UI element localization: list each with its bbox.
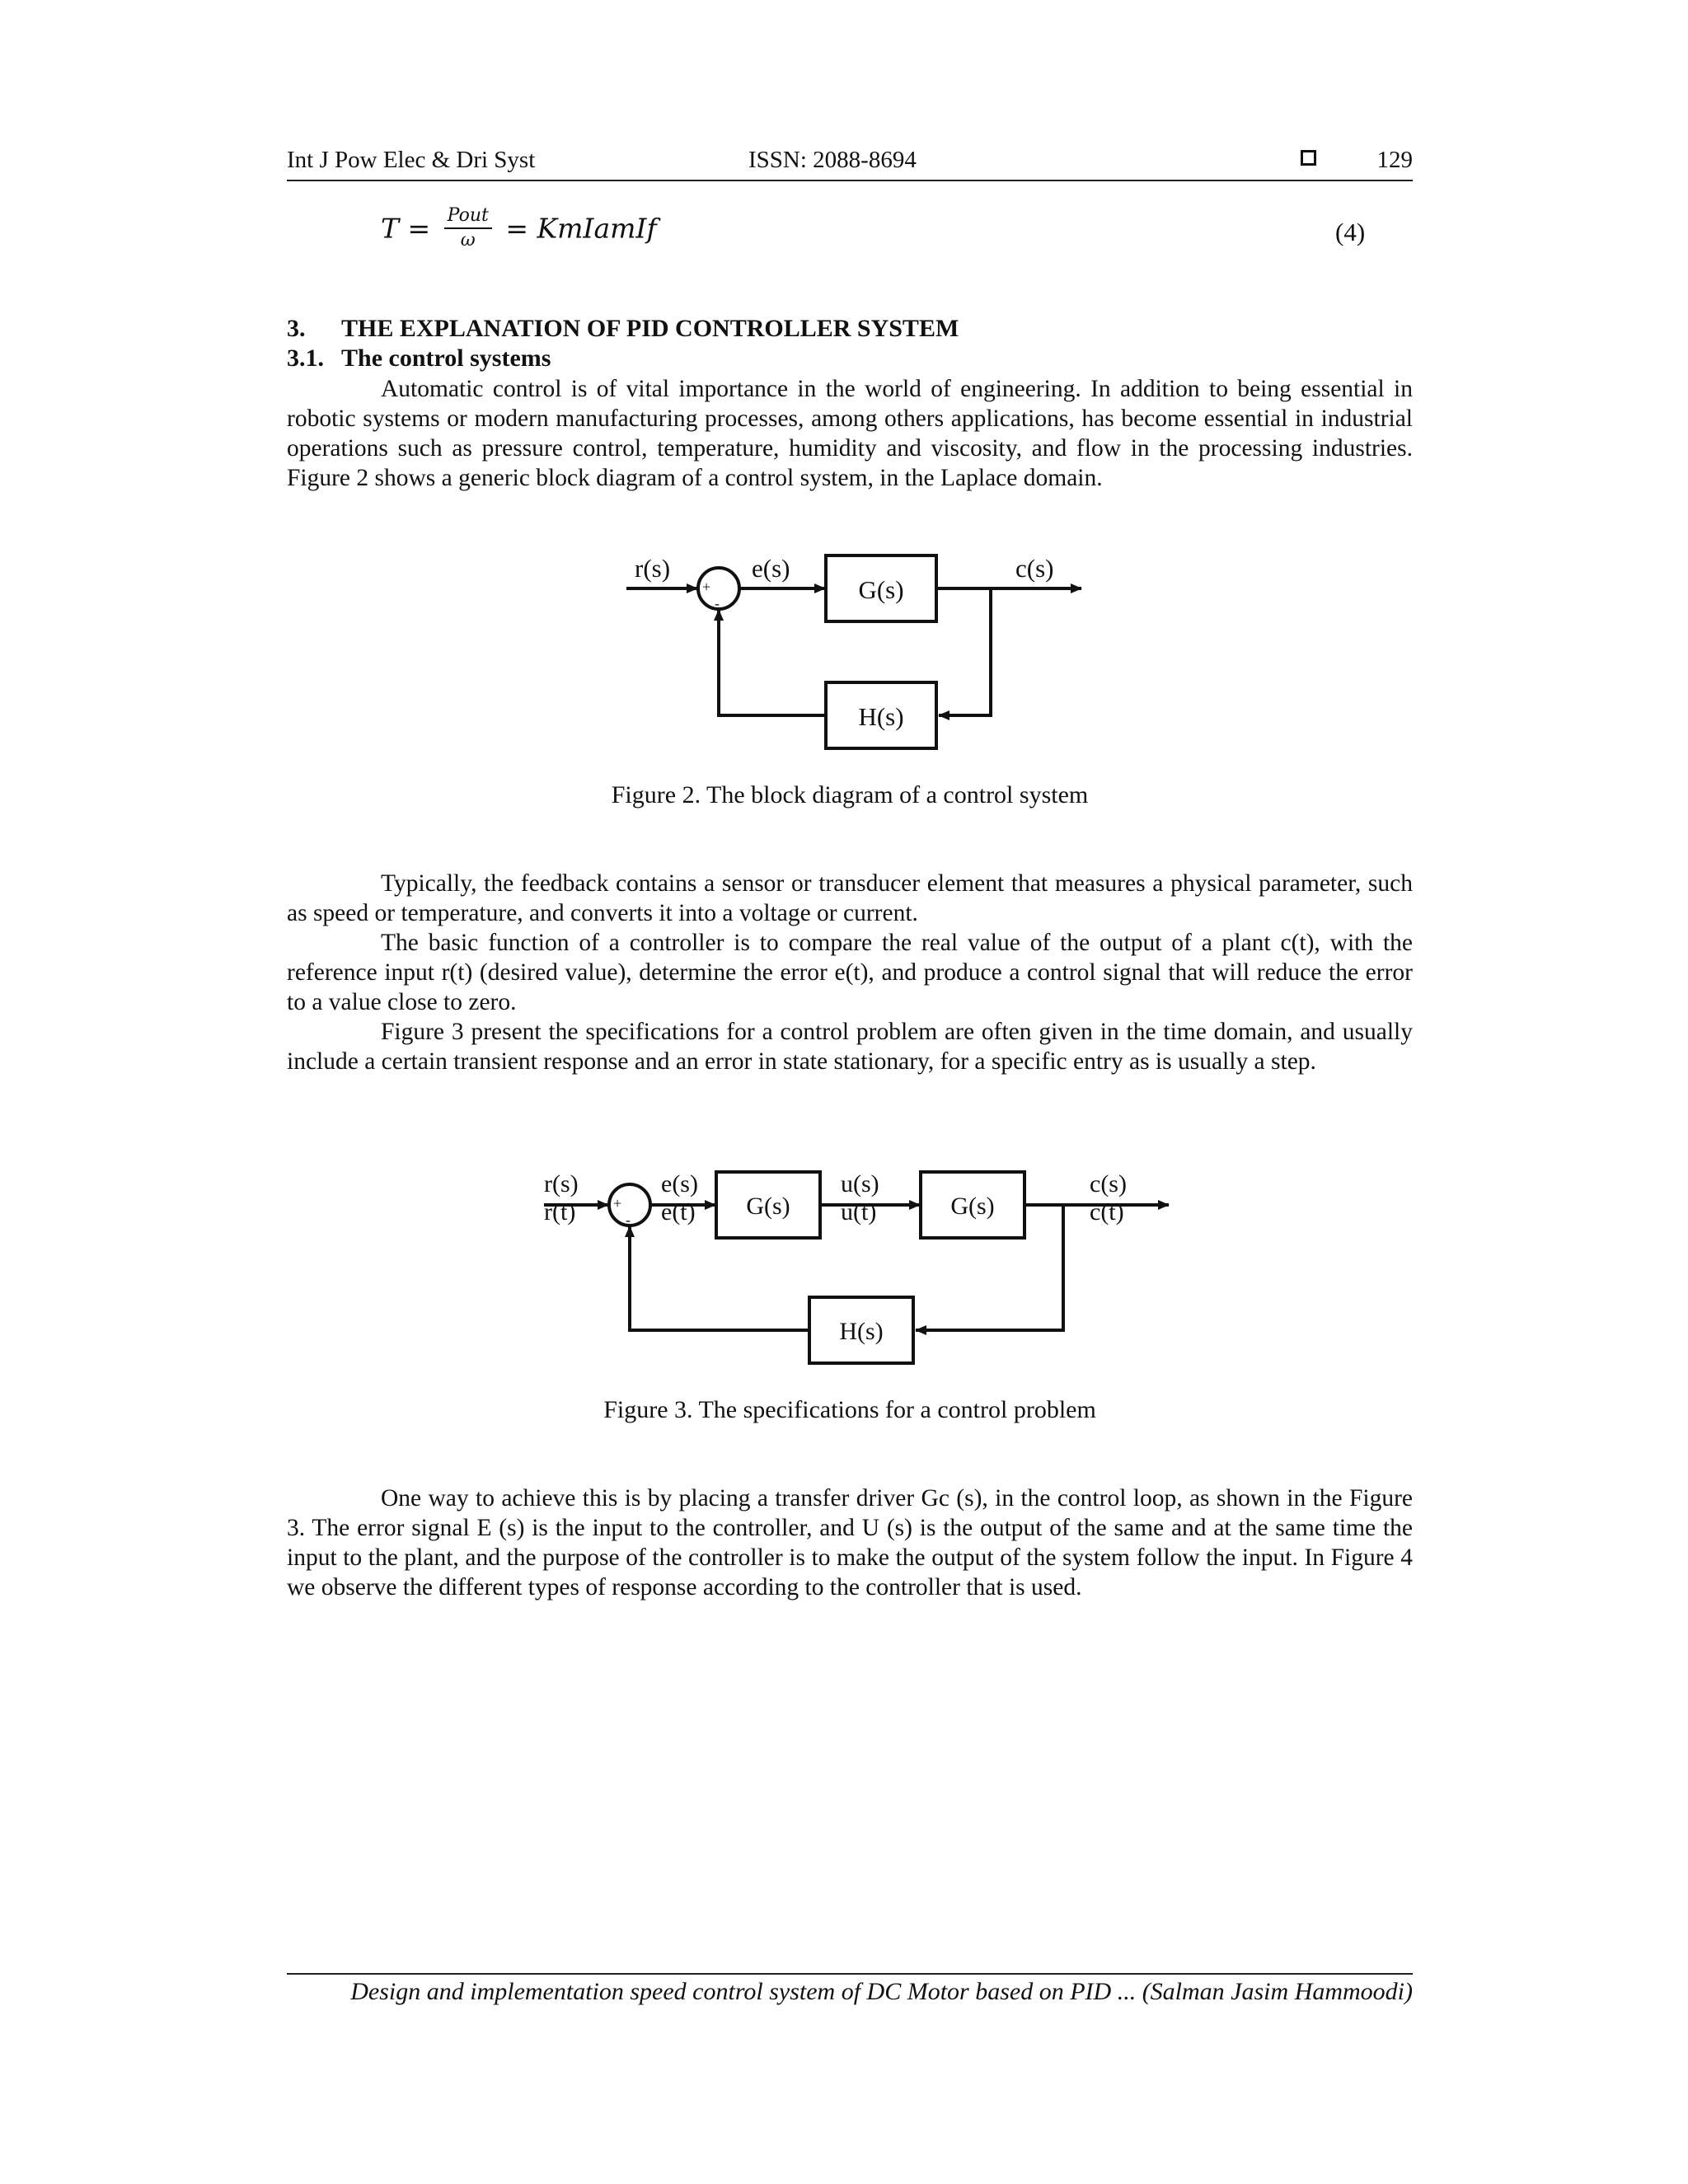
output-label-t: c(t) <box>1090 1198 1124 1226</box>
output-label-s: c(s) <box>1090 1170 1127 1197</box>
running-header <box>287 145 1413 181</box>
figure-2-caption: Figure 2. The block diagram of a control system <box>611 781 1089 808</box>
error-label-s: e(s) <box>661 1170 698 1197</box>
equation-lhs: T = <box>381 212 431 245</box>
plant-block-label: G(s) <box>950 1193 995 1220</box>
section-title: THE EXPLANATION OF PID CONTROLLER SYSTEM <box>341 315 959 342</box>
equation-denominator: ω <box>460 230 476 251</box>
input-label-s: r(s) <box>544 1170 579 1197</box>
error-label-t: e(t) <box>661 1198 696 1226</box>
equation-fraction <box>444 204 492 252</box>
equation-number: (4) <box>1335 218 1366 246</box>
section-number: 3. <box>287 315 306 342</box>
figure-3-caption: Figure 3. The specifications for a control problem <box>603 1396 1096 1423</box>
plus-sign: + <box>613 1195 622 1212</box>
footer-rule <box>287 1973 1413 1975</box>
running-footer: Design and implementation speed control system of DC Motor based on PID ... (Salman Jasim Hammoodi) <box>350 1978 1413 2005</box>
controller-block-label: G(s) <box>746 1193 790 1220</box>
error-label: e(s) <box>752 554 790 583</box>
journal-name: Int J Pow Elec & Dri Syst <box>287 147 536 173</box>
feedback-path-in <box>719 610 826 715</box>
paragraph-1: Automatic control is of vital importance in the world of engineering. In addition to being essential in robotic systems or modern manufacturing processes, among others applications, has become essential in industrial operations such as pressure control, temperature, humidity and viscosity, and flow in the processing industries. Figure 2 shows a generic block diagram of a control system, in the Laplace domain. <box>287 376 1413 491</box>
feedback-block-label: H(s) <box>839 1318 884 1345</box>
subsection-heading <box>287 344 551 373</box>
control-label-t: u(t) <box>841 1198 877 1226</box>
paragraph-5: One way to achieve this is by placing a transfer driver Gc (s), in the control loop, as shown in the Figure 3. The error signal E (s) is the input to the controller, and U (s) is the output of the same and at the same time the input to the plant, and the purpose of the controller is to make the output of the system follow the input. In Figure 4 we observe the different types of response according to the controller that is used. <box>287 1485 1413 1601</box>
equation-numerator: Pout <box>444 204 492 229</box>
equation-rhs: = KmIamIf <box>505 212 657 245</box>
paragraph-4: Figure 3 present the specifications for a control problem are often given in the time domain, and usually include a certain transient response and an error in state stationary, for a specific entry as is usually a step. <box>287 1019 1413 1075</box>
page-number: 129 <box>1376 147 1413 173</box>
feedback-path-out <box>916 1205 1063 1330</box>
plus-sign: + <box>702 579 711 595</box>
forward-block-label: G(s) <box>858 575 904 604</box>
figure-3-svg <box>536 1160 1179 1375</box>
minus-sign: - <box>626 1212 631 1228</box>
paragraph-3: The basic function of a controller is to compare the real value of the output of a plant c(t), with the reference input r(t) (desired value), determine the error e(t), and produce a control signal that will reduce the error to a value close to zero. <box>287 930 1413 1015</box>
input-label: r(s) <box>635 554 671 583</box>
figure-2-diagram <box>610 544 1104 758</box>
checkbox-square-icon <box>1301 150 1316 166</box>
paragraph-2: Typically, the feedback contains a sensor or transducer element that measures a physical parameter, such as speed or temperature, and converts it into a voltage or current. <box>287 870 1413 926</box>
equation-4 <box>381 204 657 262</box>
figure-3-diagram <box>536 1160 1179 1375</box>
subsection-title: The control systems <box>341 344 551 372</box>
section-heading <box>287 315 959 343</box>
output-label: c(s) <box>1015 554 1054 583</box>
issn: ISSN: 2088-8694 <box>748 147 917 173</box>
input-label-t: r(t) <box>544 1198 576 1226</box>
subsection-number: 3.1. <box>287 344 324 372</box>
control-label-s: u(s) <box>841 1170 879 1197</box>
minus-sign: - <box>715 595 720 612</box>
feedback-path-in <box>630 1226 809 1330</box>
feedback-block-label: H(s) <box>858 702 904 731</box>
figure-2-svg <box>610 544 1104 758</box>
feedback-path-out <box>939 588 991 715</box>
